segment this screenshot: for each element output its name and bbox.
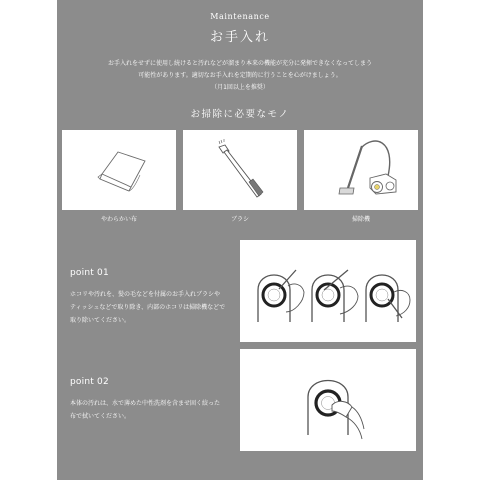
soft-cloth-icon: [62, 130, 176, 210]
point-01-line: 取り除いてください。: [70, 317, 131, 324]
intro-line: 可能性があります。適切なお手入れを定期的に行うことを心がけましょう。: [138, 72, 342, 79]
tool-label-brush: ブラシ: [230, 216, 249, 223]
speaker-brush-cleaning-illustration: [240, 240, 416, 342]
point-01-illustration: [240, 240, 416, 342]
point-02-illustration: [240, 349, 416, 451]
intro-text: [73, 58, 407, 94]
tool-label-cloth: やわらかい布: [100, 216, 137, 223]
point-02-title: point 02: [70, 377, 109, 387]
point-01-text: [70, 288, 240, 327]
tool-card-brush: [183, 130, 297, 210]
tools-heading: お掃除に必要なモノ: [190, 109, 290, 120]
tool-card-cloth: [62, 130, 176, 210]
point-02-line: 布で拭いてください。: [70, 413, 131, 420]
intro-line: お手入れをせずに使用し続けると汚れなどが溜まり本来の機能が充分に発揮できなくなってしまう: [107, 60, 372, 67]
point-02-text: [70, 397, 240, 423]
page-title: お手入れ: [209, 30, 270, 45]
tool-card-vacuum: [304, 130, 418, 210]
vacuum-cleaner-icon: [304, 130, 418, 210]
tool-label-vacuum: 掃除機: [351, 216, 370, 223]
point-01-line: ティッシュなどで取り除き、内部のホコリは掃除機などで: [70, 304, 226, 311]
point-01-line: ホコリや汚れを、髪の毛などを付属のお手入れブラシや: [70, 291, 221, 298]
point-01-title: point 01: [70, 268, 109, 278]
maintenance-panel: [57, 0, 423, 480]
intro-line: （月1回以上を推奨）: [211, 84, 269, 91]
section-eyebrow: Maintenance: [210, 12, 270, 21]
brush-icon: [183, 130, 297, 210]
point-02-line: 本体の汚れは、水で薄めた中性洗剤を含ませ固く絞った: [70, 400, 221, 407]
speaker-cloth-wiping-illustration: [240, 349, 416, 451]
